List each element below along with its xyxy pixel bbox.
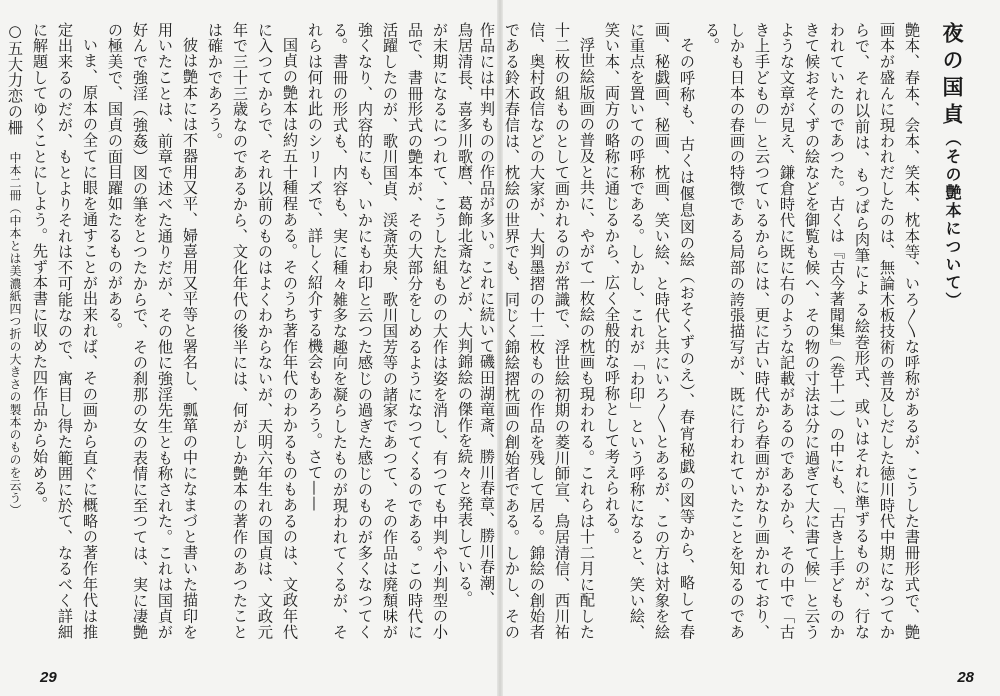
article-title	[940, 22, 965, 640]
paragraph: が末期になるにつれて、こうした組ものの大作は姿を消し、有つても中判や小判型の小品で、書冊形式の艶本が、その大部分をしめるようになつてくるのである。この時代に活躍したのが、歌川国貞、渓斎英泉、歌川国芳等の諸家であつて、その作品は廃頽味が強くなり、内容的にも、いかにもわ印と云つた感じの過ぎた感じのものが多くなつてくる。書冊の形式も、内容も、実に種々雑多な趣向を凝らしたものが現われてくるが、それらは何れ此のシリーズで、詳しく紹介する機会もあろう。さて——	[306, 22, 449, 640]
left-page-text	[6, 22, 477, 640]
section-heading-line	[2, 22, 27, 640]
paragraph: 鳥居清長、喜多川歌麿、葛飾北斎などが、大判錦絵の傑作を続々と発表している。	[456, 22, 474, 607]
paragraph: 艶本、春本、会本、笑本、枕本等、いろ〳〵な呼称があるが、こうした書冊形式で、艶画本が盛んに現われだしたのは、無論木板技術の普及しだした徳川時代中期になつてからで、それ以前は、もつぱら肉筆によ る絵巻形式、或いはそれに準ずるものが、行なわれていたのであつた。古くは『古今著聞集』（巻十一）の中にも、「古き上手どものかきて候おそくずの絵などを御覧も候へ、その物の寸法は分に過ぎて大に書て候」と云うような文章が見え、鎌倉時代に既に右のような記載があるのであるから、その中で「古き上手どもの」と云つているからには、更に古い時代から春画がかなり画かれており、しかも日本の春画の特徴である局部の誇張描写が、既に行われていたことを知るのである。	[703, 22, 921, 640]
title-subtitle: （その艶本について）	[943, 130, 962, 310]
paragraph: 国貞の艶本は約五十種程ある。そのうち著作年代のわかるものもあるのは、文政年代に入つてからで、それ以前のものはよくわからないが、天明六年生れの国貞は、文政元年で三十三歳なのであるから、文化年代の後半には、何がしか艶本の著作のあつたことは確かであろう。	[206, 22, 299, 640]
title-main: 夜の国貞	[940, 22, 965, 130]
section-note: 中本二冊（中本とは美濃紙四つ折の大きさの製本のものを云う）	[8, 151, 22, 517]
page-number-left: 29	[40, 669, 57, 686]
section-heading: ○五大力恋の柵	[6, 22, 24, 136]
paragraph: その呼称も、古くは偃息図の絵（おそくずのえ）、春宵秘戯の図等から、略して春画、秘戯画、秘画、枕画、笑い絵、と時代と共にいろ〳〵とあるが、この方は対象を絵に重点を置いての呼称である。しかし、これが「わ印」という呼称になると、笑い絵、笑い本、両方の略称に通じるから、広く全般的な呼称として考えられる。	[603, 22, 696, 640]
paragraph: 浮世絵版画の普及と共に、やがて一枚絵の枕画も現われる。これらは十二月に配した十二枚の組ものとして画かれるのが常識で、浮世絵初期の菱川師宣、鳥居清信、西川祐信、奥村政信などの大家が、大判墨摺の十二枚ものの作品を残して居る。錦絵の創始者である鈴木春信は、枕絵の世界でも、同じく錦絵摺枕画の創始者である。しかし、その作品には中判ものの作品が多い。これに続いて磯田湖竜斎、勝川春章、勝川春潮、	[478, 22, 596, 640]
page-number-right: 28	[957, 669, 974, 686]
paragraph: 彼は艶本には不器用又平、婦喜用又平等と署名し、瓢箪の中になまづと書いた描印を用いたことは、前章で述べた通りだが、その他に強淫先生とも称された。これは国貞が好んで強淫（強姦）図の筆をとつたからで、その刹那の女の表情に至つては、実に凄艶の極美で、国貞の面目躍如たるものがある。	[106, 22, 199, 640]
paragraph: いま、原本の全てに眼を通すことが出来れば、その画から直ぐに概略の著作年代は推定出来るのだが、もとよりそれは不可能なので、寓目し得た範囲に於て、なるべく詳細に解題してゆくことにしよう。先ず本書に収めた四作品から始める。	[31, 22, 99, 640]
paragraph	[0, 22, 2, 640]
right-page-text	[478, 22, 965, 640]
